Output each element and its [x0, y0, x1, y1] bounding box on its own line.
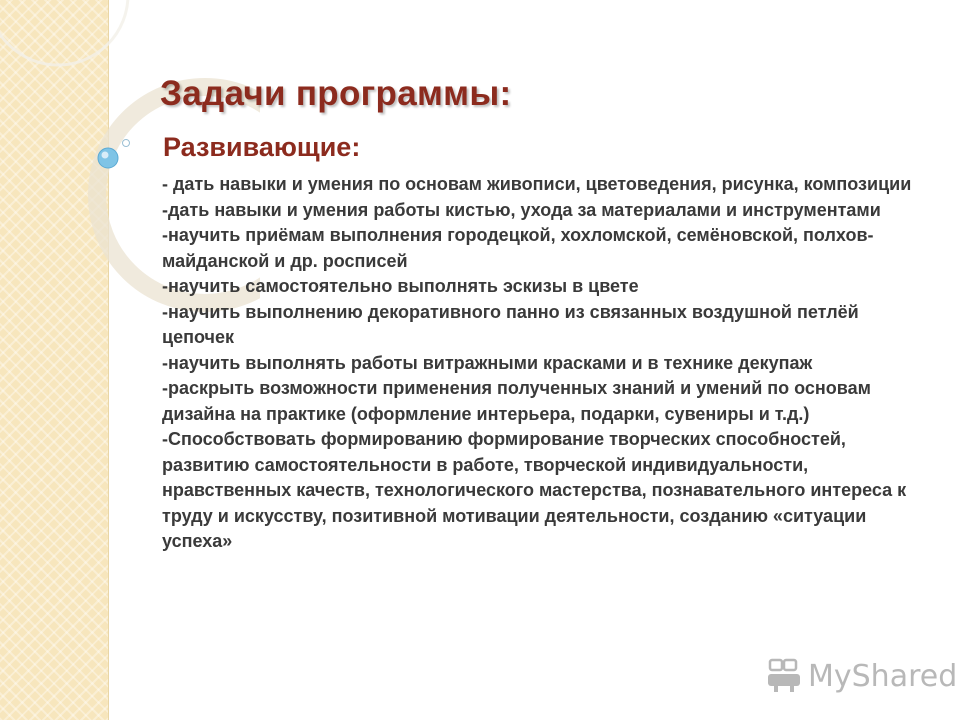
task-list	[162, 172, 932, 555]
task-item: -Способствовать формированию формирование творческих способностей, развитию самостоятельности в работе, творческой индивидуальности, нравственных качеств, технологического мастерства, познавательного интереса к труду и искусству, позитивной мотивации деятельности, созданию «ситуации успеха»	[162, 429, 907, 551]
watermark-text: MyShared	[808, 658, 958, 694]
myshared-logo-icon	[766, 658, 804, 694]
slide-title: Задачи программы:	[160, 74, 512, 113]
task-item: -научить выполнять работы витражными красками и в технике декупаж	[162, 352, 813, 373]
task-item: -научить самостоятельно выполнять эскизы в цвете	[162, 276, 639, 296]
task-item: -дать навыки и умения работы кистью, ухода за материалами и инструментами	[162, 199, 881, 220]
task-item: -раскрыть возможности применения полученных знаний и умений по основам дизайна на практике (оформление интерьера, подарки, сувениры и т.д.)	[162, 378, 871, 424]
myshared-watermark	[766, 656, 957, 696]
task-item: - дать навыки и умения по основам живописи, цветоведения, рисунка, композиции	[162, 174, 912, 194]
task-item: -научить приёмам выполнения городецкой, хохломской, семёновской, полхов-майданской и др. росписей	[162, 225, 874, 271]
task-item: -научить выполнению декоративного панно из связанных воздушной петлёй цепочек	[162, 301, 859, 347]
slide-subtitle: Развивающие:	[163, 132, 361, 162]
